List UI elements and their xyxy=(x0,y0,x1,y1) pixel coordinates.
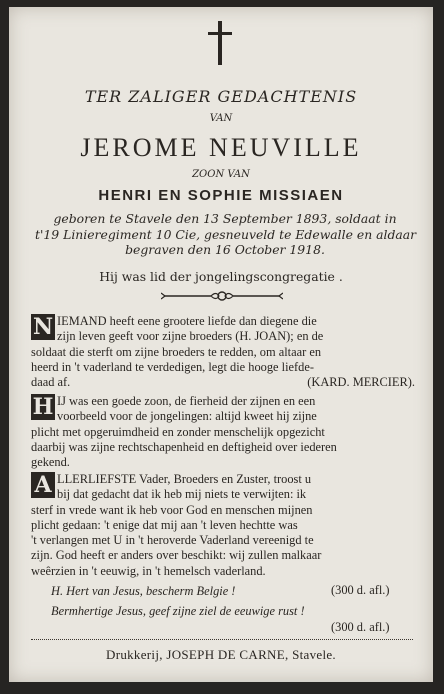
paragraph-line: sterf in vrede want ik heb voor God en menschen mijnen xyxy=(31,502,313,517)
bio-line: begraven den 16 October 1918. xyxy=(125,242,325,257)
drop-cap: A xyxy=(31,472,55,498)
memorial-card xyxy=(9,7,433,682)
paragraph-line xyxy=(31,375,415,390)
paragraph-line: 't verlangen met U in 't heroverde Vaderland vereenigd te xyxy=(31,533,314,548)
van-label: VAN xyxy=(209,113,233,124)
congregation-line: Hij was lid der jongelingscongregatie . xyxy=(99,269,343,284)
bio-line: geboren te Stavele den 13 September 1893, soldaat in xyxy=(53,211,397,226)
drop-cap: N xyxy=(32,314,54,340)
parents-names: HENRI EN SOPHIE MISSIAEN xyxy=(98,187,344,204)
paragraph-2 xyxy=(31,394,415,470)
deceased-name: JEROME NEUVILLE xyxy=(80,133,362,162)
paragraph-line: plicht met opgeruimdheid en zonder menschelijk opgezicht xyxy=(31,424,325,439)
card-heading: TER ZALIGER GEDACHTENIS xyxy=(84,87,358,106)
paragraph-line: IEMAND heeft eene grootere liefde dan diegene die xyxy=(57,314,317,328)
zoon-van-label: ZOON VAN xyxy=(192,169,250,180)
attribution: (KARD. MERCIER). xyxy=(307,375,415,390)
paragraph-line-text: daad af. xyxy=(31,375,71,390)
paragraph-line: zijn leven geeft voor zijne broeders (H. JOAN); en de xyxy=(57,329,324,344)
prayer-1: H. Hert van Jesus, bescherm Belgie ! xyxy=(51,584,236,598)
indulgence-1: (300 d. afl.) xyxy=(331,583,390,597)
drop-cap: H xyxy=(32,394,54,420)
prayer-2: Bermhertige Jesus, geef zijne ziel de eeuwige rust ! xyxy=(51,604,305,618)
paragraph-1 xyxy=(31,314,415,390)
biography xyxy=(35,211,415,258)
paragraph-line: LLERLIEFSTE Vader, Broeders en Zuster, troost u xyxy=(57,472,312,486)
paragraph-line: weêrzien in 't eeuwig, in 't hemelsch vaderland. xyxy=(31,563,266,578)
ornament-divider-icon xyxy=(161,290,283,302)
bio-line: t'19 Linieregiment 10 Cie, gesneuveld te Edewalle en aldaar xyxy=(35,226,417,242)
paragraph-line: daarbij was zijne rechtschapenheid en deftigheid over iederen xyxy=(31,439,337,454)
paragraph-line: soldaat die sterft om zijne broeders te redden, om altaar en xyxy=(31,344,322,359)
cross-icon xyxy=(208,21,232,65)
paragraph-line: IJ was een goede zoon, de fierheid der zijnen en een xyxy=(57,394,316,408)
paragraph-line: zijn. God heeft er anders over beschikt: wij zullen malkaar xyxy=(31,548,322,563)
paragraph-line: bij dat gedacht dat ik heb mij niets te verwijten: ik xyxy=(57,487,307,502)
paragraph-line: heerd in 't vaderland te verdedigen, legt die hooge liefde- xyxy=(31,359,314,374)
paragraph-3 xyxy=(31,472,415,579)
dotted-divider xyxy=(31,639,413,640)
paragraph-line: voorbeeld voor de jongelingen: altijd kweet hij zijne xyxy=(57,409,317,424)
indulgence-2: (300 d. afl.) xyxy=(331,620,390,634)
paragraph-line: gekend. xyxy=(31,455,70,470)
paragraph-line: plicht gedaan: 't enige dat mij aan 't leven hechtte was xyxy=(31,517,298,532)
printer-line: Drukkerij, JOSEPH DE CARNE, Stavele. xyxy=(106,647,336,662)
